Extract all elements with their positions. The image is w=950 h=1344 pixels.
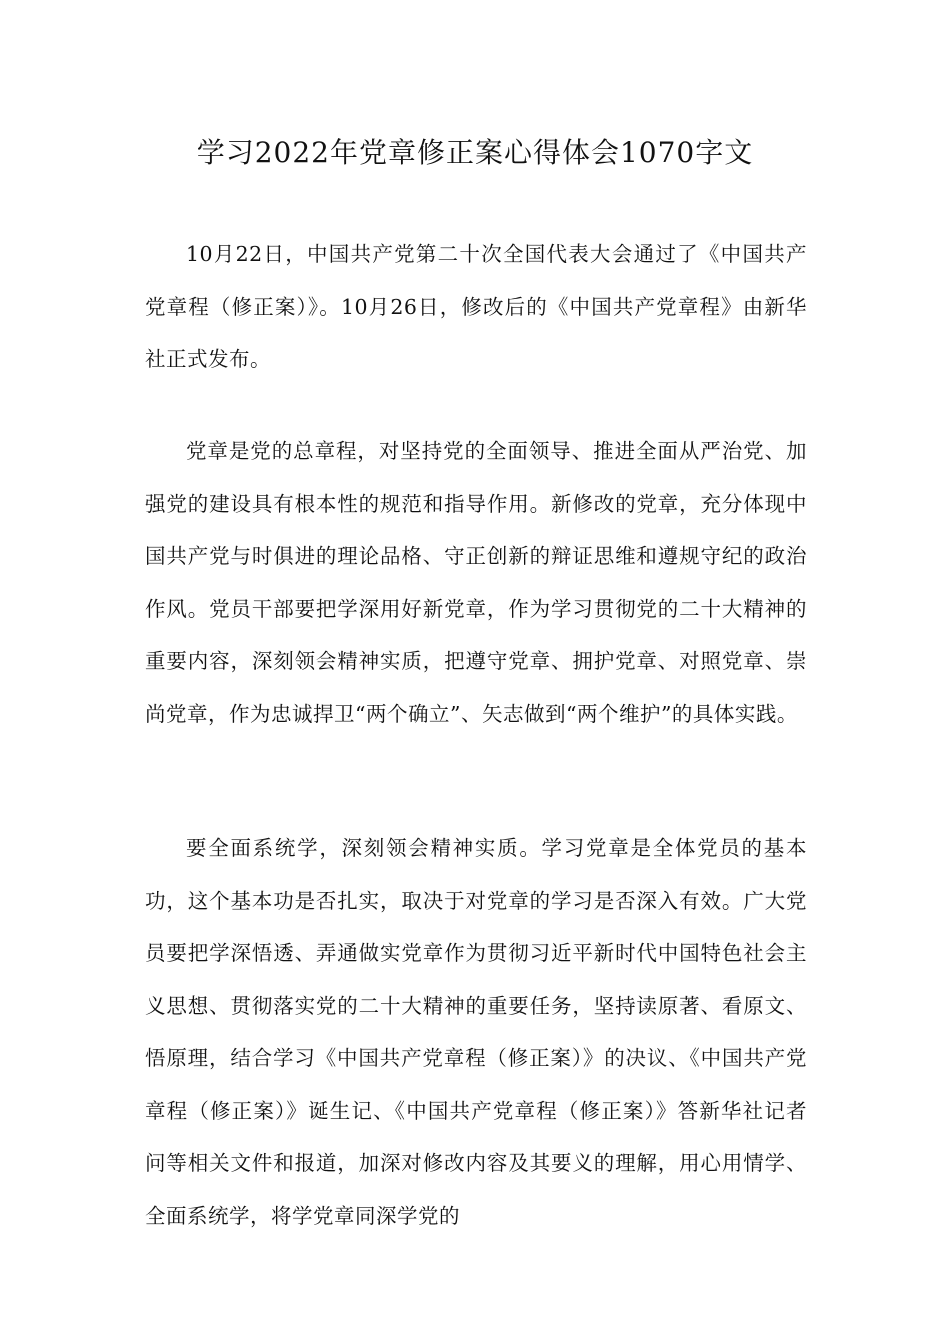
paragraph-1: 10月22日，中国共产党第二十次全国代表大会通过了《中国共产党章程（修正案）》。10月26日，修改后的《中国共产党章程》由新华社正式发布。 [145,242,807,371]
paragraph-2: 党章是党的总章程，对坚持党的全面领导、推进全面从严治党、加强党的建设具有根本性的规范和指导作用。新修改的党章，充分体现中国共产党与时俱进的理论品格、守正创新的辩证思维和遵规守纪的政治作风。党员干部要把学深用好新党章，作为学习贯彻党的二十大精神的重要内容，深刻领会精神实质，把遵守党章、拥护党章、对照党章、崇尚党章，作为忠诚捍卫“两个确立”、矢志做到“两个维护”的具体实践。 [145,439,807,726]
document-title: 学习2022年党章修正案心得体会1070字文 [196,136,754,169]
paragraph-3: 要全面系统学，深刻领会精神实质。学习党章是全体党员的基本功，这个基本功是否扎实，取决于对党章的学习是否深入有效。广大党员要把学深悟透、弄通做实党章作为贯彻习近平新时代中国特色社会主义思想、贯彻落实党的二十大精神的重要任务，坚持读原著、看原文、悟原理，结合学习《中国共产党章程（修正案）》的决议、《中国共产党章程（修正案）》诞生记、《中国共产党章程（修正案）》答新华社记者问等相关文件和报道，加深对修改内容及其要义的理解，用心用情学、全面系统学，将学党章同深学党的 [145,836,807,1228]
